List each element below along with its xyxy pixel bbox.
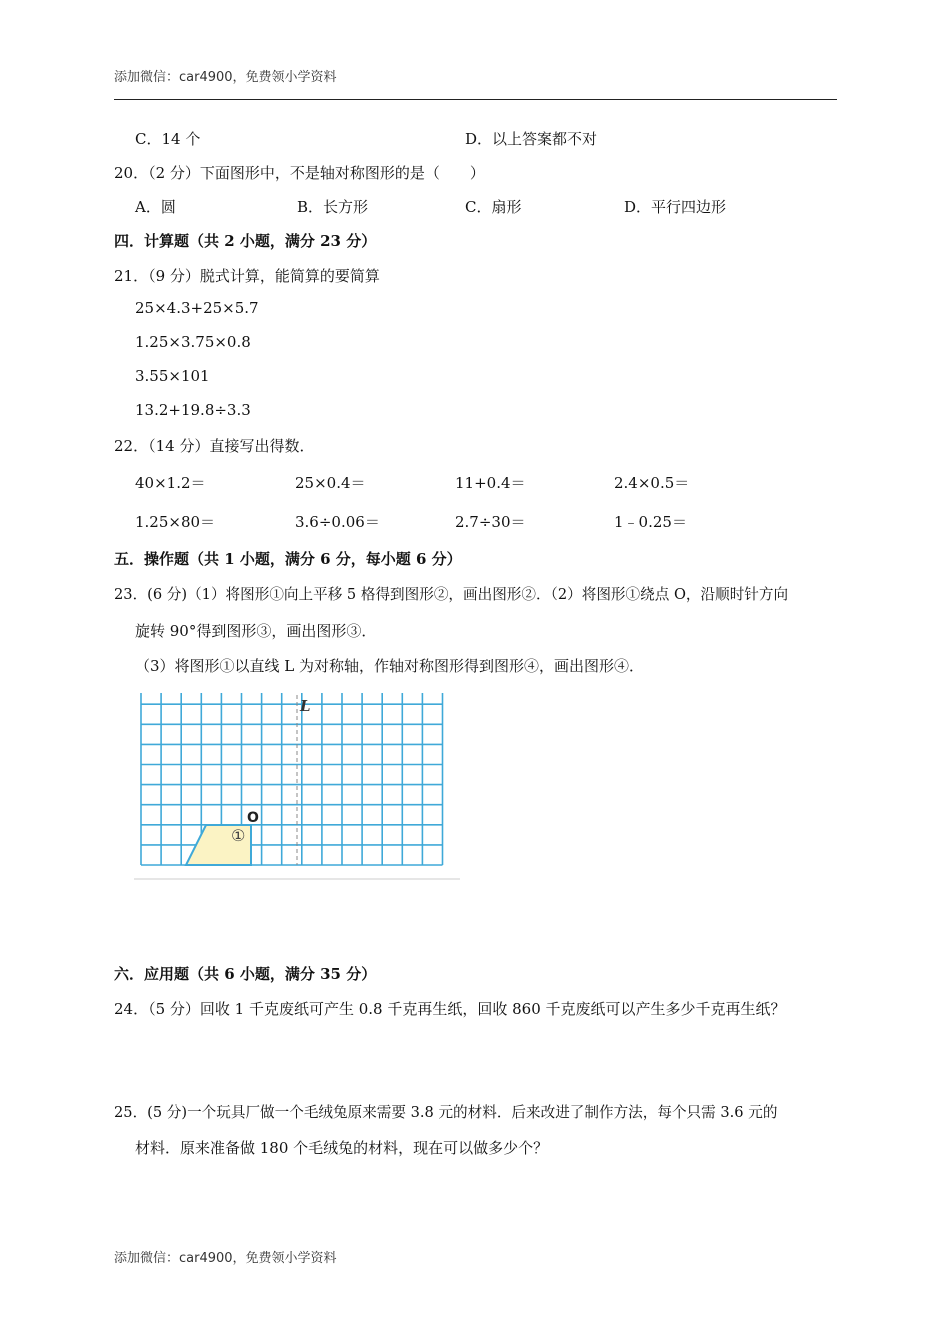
q23-grid-figure <box>134 683 460 881</box>
q22-stem: 22．（14 分）直接写出得数． <box>114 437 315 455</box>
section-6-title: 六．应用题（共 6 小题，满分 35 分） <box>114 965 377 983</box>
q23-line-1: 23．(6 分)（1）将图形①向上平移 5 格得到图形②，画出图形②．（2）将图形①绕点 O，沿顺时针方向 <box>114 586 789 603</box>
grid-lines <box>141 693 443 865</box>
q22-r1-c2: 25×0.4＝ <box>295 474 366 492</box>
point-label-O: O <box>247 810 259 826</box>
q21-stem: 21．（9 分）脱式计算，能简算的要简算 <box>114 267 380 285</box>
q21-item-4: 13.2+19.8÷3.3 <box>135 401 251 419</box>
q19-option-d: D．以上答案都不对 <box>465 130 598 148</box>
q20-stem: 20．（2 分）下面图形中，不是轴对称图形的是（ ） <box>114 164 485 182</box>
q22-r2-c3: 2.7÷30＝ <box>455 513 526 531</box>
q20-option-d: D．平行四边形 <box>624 198 727 216</box>
q22-r2-c2: 3.6÷0.06＝ <box>295 513 380 531</box>
q21-item-2: 1.25×3.75×0.8 <box>135 333 251 351</box>
q21-item-1: 25×4.3+25×5.7 <box>135 299 259 317</box>
q20-option-b: B．长方形 <box>297 198 369 216</box>
q23-line-2: 旋转 90°得到图形③，画出图形③． <box>135 622 377 640</box>
q21-item-3: 3.55×101 <box>135 367 210 385</box>
q24-stem: 24．（5 分）回收 1 千克废纸可产生 0.8 千克再生纸，回收 860 千克废纸可以产生多少千克再生纸？ <box>114 1000 786 1018</box>
q20-option-c: C．扇形 <box>465 198 522 216</box>
q22-r2-c1: 1.25×80＝ <box>135 513 216 531</box>
q23-line-3: （3）将图形①以直线 L 为对称轴，作轴对称图形得到图形④，画出图形④． <box>135 657 645 675</box>
q19-option-c: C．14 个 <box>135 130 201 148</box>
q20-option-a: A．圆 <box>135 198 176 216</box>
q22-r1-c1: 40×1.2＝ <box>135 474 206 492</box>
q22-r1-c3: 11+0.4＝ <box>455 474 526 492</box>
q25-line-2: 材料．原来准备做 180 个毛绒兔的材料，现在可以做多少个？ <box>135 1139 549 1157</box>
section-5-title: 五．操作题（共 1 小题，满分 6 分，每小题 6 分） <box>114 550 462 568</box>
header-rule <box>114 99 837 100</box>
q25-line-1: 25．(5 分)一个玩具厂做一个毛绒兔原来需要 3.8 元的材料．后来改进了制作方法，每个只需 3.6 元的 <box>114 1104 778 1121</box>
section-4-title: 四．计算题（共 2 小题，满分 23 分） <box>114 232 377 250</box>
q22-r1-c4: 2.4×0.5＝ <box>614 474 690 492</box>
q22-r2-c4: 1﹣0.25＝ <box>614 513 687 531</box>
page-footer: 添加微信：car4900，免费领小学资料 <box>114 1251 337 1266</box>
shape-label-1: ① <box>231 826 246 845</box>
page-header: 添加微信：car4900，免费领小学资料 <box>114 70 337 85</box>
axis-label-L: L <box>300 697 311 715</box>
